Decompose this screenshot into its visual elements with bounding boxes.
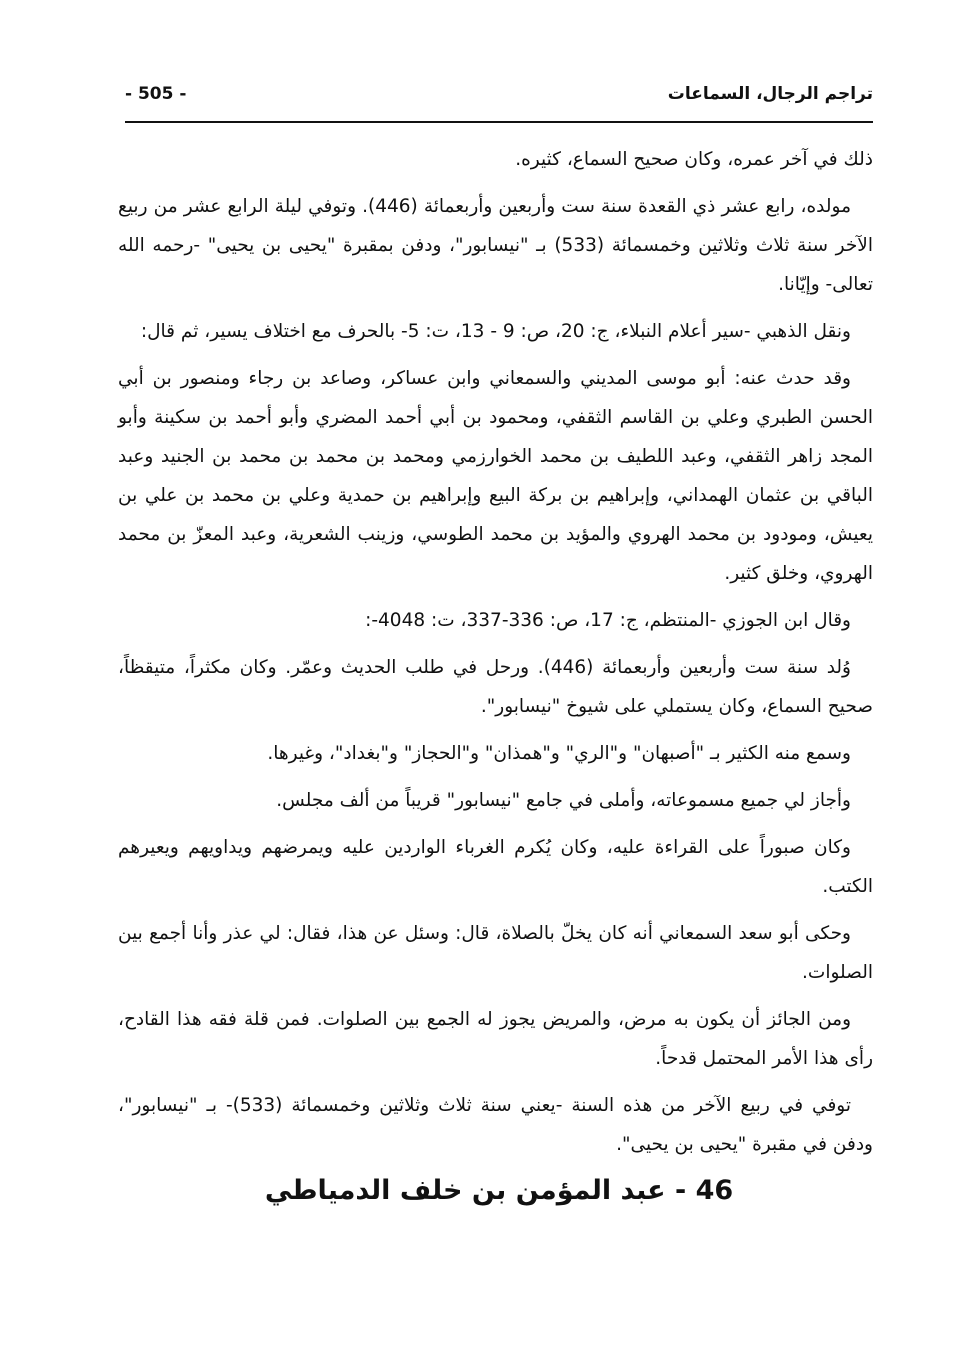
- page-number: - 505 -: [125, 84, 187, 104]
- header-divider: [125, 121, 873, 123]
- paragraph-death: توفي في ربيع الآخر من هذه السنة -يعني سنة ثلاث وثلاثين وخمسمائة (533)- بـ "نيسابور"، ودفن في مقبرة "يحيى بن يحيى".: [118, 1095, 873, 1155]
- biography-heading: 46 - عبد المؤمن بن خلف الدمياطي: [264, 1175, 734, 1206]
- paragraph-commentary: ومن الجائز أن يكون به مرض، والمريض يجوز له الجمع بين الصلوات. فمن قلة فقه هذا القادح، رأى هذا الأمر المحتمل قدحاً.: [118, 1009, 873, 1069]
- paragraph-samani-report: وحكى أبو سعد السمعاني أنه كان يخلّ بالصلاة، قال: وسئل عن هذا، فقال: لي عذر وأنا أجمع بين الصلوات.: [118, 923, 873, 983]
- paragraph-ibn-jawzi-citation: وقال ابن الجوزي -المنتظم، ج: 17، ص: 336-337، ت: 4048-:: [365, 610, 851, 631]
- paragraph-patience: وكان صبوراً على القراءة عليه، وكان يُكرم الغرباء الواردين عليه ويمرضهم ويداويهم ويعيرهم الكتب.: [118, 837, 873, 897]
- paragraph-ijaza: وأجاز لي جميع مسموعاته، وأملى في جامع "نيسابور" قريباً من ألف مجلس.: [276, 790, 851, 811]
- body-text: [118, 140, 873, 1172]
- running-title: تراجم الرجال، السماعات: [667, 84, 873, 104]
- paragraph-students-list: وقد حدث عنه: أبو موسى المديني والسمعاني وابن عساكر، وصاعد بن رجاء ومنصور بن أبي الحسن الطبري وعلي بن القاسم الثقفي، ومحمود بن أبي أحمد المضري وأبو أحمد بن سكينة وأبو المجد زاهر الثقفي، وعبد اللطيف بن محمد الخوارزمي ومحمد بن محمد بن محمد بن الجنيد وعبد الباقي بن عثمان الهمداني، وإبراهيم بن بركة البيع وإبراهيم بن حمدية وعلي بن محمد بن علي بن يعيش، ومودود بن محمد الهروي والمؤيد بن محمد الطوسي، وزينب الشعرية، وعبد المعزّ بن محمد الهروي، وخلق كثير.: [118, 368, 873, 584]
- paragraph-continuation: ذلك في آخر عمره، وكان صحيح السماع، كثيره.: [515, 149, 873, 170]
- paragraph-birth-travel: وُلد سنة ست وأربعين وأربعمائة (446). ورحل في طلب الحديث وعمّر. وكان مكثراً، متيقظاً، صحيح السماع، وكان يستملي على شيوخ "نيسابور".: [118, 657, 873, 717]
- paragraph-cities-heard: وسمع منه الكثير بـ "أصبهان" و"الري" و"همذان" و"الحجاز" و"بغداد"، وغيرها.: [267, 743, 851, 764]
- paragraph-dhahabi-citation: ونقل الذهبي -سير أعلام النبلاء، ج: 20، ص: 9 - 13، ت: 5- بالحرف مع اختلاف يسير، ثم قال:: [140, 321, 851, 342]
- running-header: [125, 84, 873, 110]
- paragraph-birth-death: مولده، رابع عشر ذي القعدة سنة ست وأربعين وأربعمائة (446). وتوفي ليلة الرابع عشر من ربيع الآخر سنة ثلاث وثلاثين وخمسمائة (533) بـ "نيسابور"، ودفن بمقبرة "يحيى بن يحيى" -رحمه الله تعالى- وإيّانا.: [118, 196, 874, 295]
